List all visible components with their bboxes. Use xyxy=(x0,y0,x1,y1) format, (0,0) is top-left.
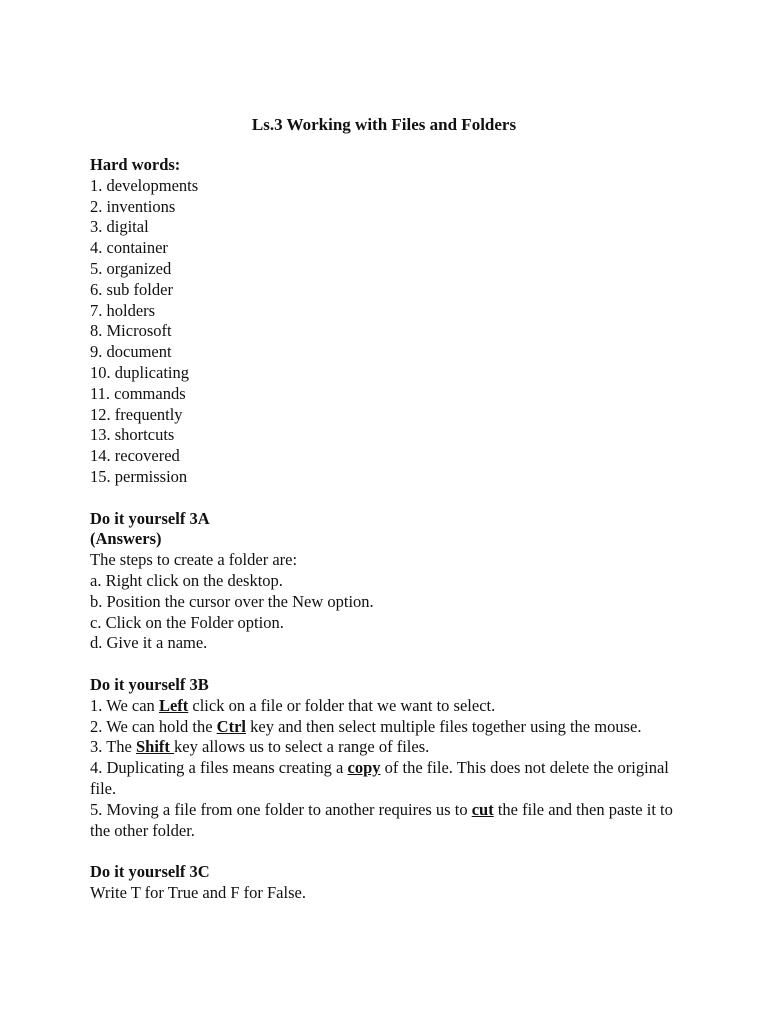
section-3a-heading: Do it yourself 3A xyxy=(90,508,210,528)
spacer xyxy=(90,654,680,675)
item-text: 3. The xyxy=(90,737,136,757)
answer-keyword: Shift xyxy=(135,737,175,757)
list-item: 11. commands xyxy=(90,383,186,403)
list-item: 12. frequently xyxy=(90,404,183,424)
item-text: 1. We can xyxy=(90,695,159,715)
list-item: 3. digital xyxy=(90,217,149,237)
document-body xyxy=(90,155,680,904)
section-3c-instruction: Write T for True and F for False. xyxy=(90,882,306,902)
item-text: 5. Moving a file from one folder to another requires us to xyxy=(90,799,472,819)
list-item: c. Click on the Folder option. xyxy=(90,612,284,632)
answer-keyword: Left xyxy=(158,695,189,715)
item-text: 4. Duplicating a files means creating a xyxy=(90,758,348,778)
item-text: key and then select multiple files together using the mouse. xyxy=(246,716,642,736)
list-item: a. Right click on the desktop. xyxy=(90,570,283,590)
list-item: 7. holders xyxy=(90,300,156,320)
list-item xyxy=(90,696,680,717)
spacer xyxy=(90,488,680,509)
list-item: 6. sub folder xyxy=(90,279,173,299)
list-item: 14. recovered xyxy=(90,446,180,466)
list-item: 4. container xyxy=(90,238,168,258)
spacer xyxy=(90,841,680,862)
item-text: key allows us to select a range of files. xyxy=(174,737,430,757)
list-item: 2. inventions xyxy=(90,196,176,216)
section-3a-subheading: (Answers) xyxy=(90,529,162,549)
hard-words-list xyxy=(90,176,680,488)
answer-keyword: Ctrl xyxy=(216,716,246,736)
item-text: 2. We can hold the xyxy=(90,716,217,736)
item-text: of the file. This does not delete the original file. xyxy=(90,758,669,798)
list-item xyxy=(90,800,680,842)
list-item xyxy=(90,717,680,738)
answer-keyword: cut xyxy=(471,799,494,819)
list-item: 5. organized xyxy=(90,258,172,278)
answer-keyword: copy xyxy=(347,758,381,778)
list-item: 8. Microsoft xyxy=(90,321,172,341)
list-item: b. Position the cursor over the New option. xyxy=(90,591,374,611)
item-text: the file and then paste it to the other folder. xyxy=(90,799,673,840)
list-item: 9. document xyxy=(90,342,172,362)
hard-words-heading: Hard words: xyxy=(90,155,181,174)
list-item: 15. permission xyxy=(90,466,188,486)
item-text: click on a file or folder that we want to select. xyxy=(188,695,496,715)
list-item xyxy=(90,758,680,800)
page-title: Ls.3 Working with Files and Folders xyxy=(251,115,517,134)
section-3b-heading: Do it yourself 3B xyxy=(90,674,209,694)
list-item: 1. developments xyxy=(90,175,199,195)
section-3c-heading: Do it yourself 3C xyxy=(90,862,210,882)
section-3a-intro: The steps to create a folder are: xyxy=(90,550,298,570)
list-item xyxy=(90,737,680,758)
list-item: d. Give it a name. xyxy=(90,633,208,653)
list-item: 13. shortcuts xyxy=(90,425,175,445)
list-item: 10. duplicating xyxy=(90,362,189,382)
